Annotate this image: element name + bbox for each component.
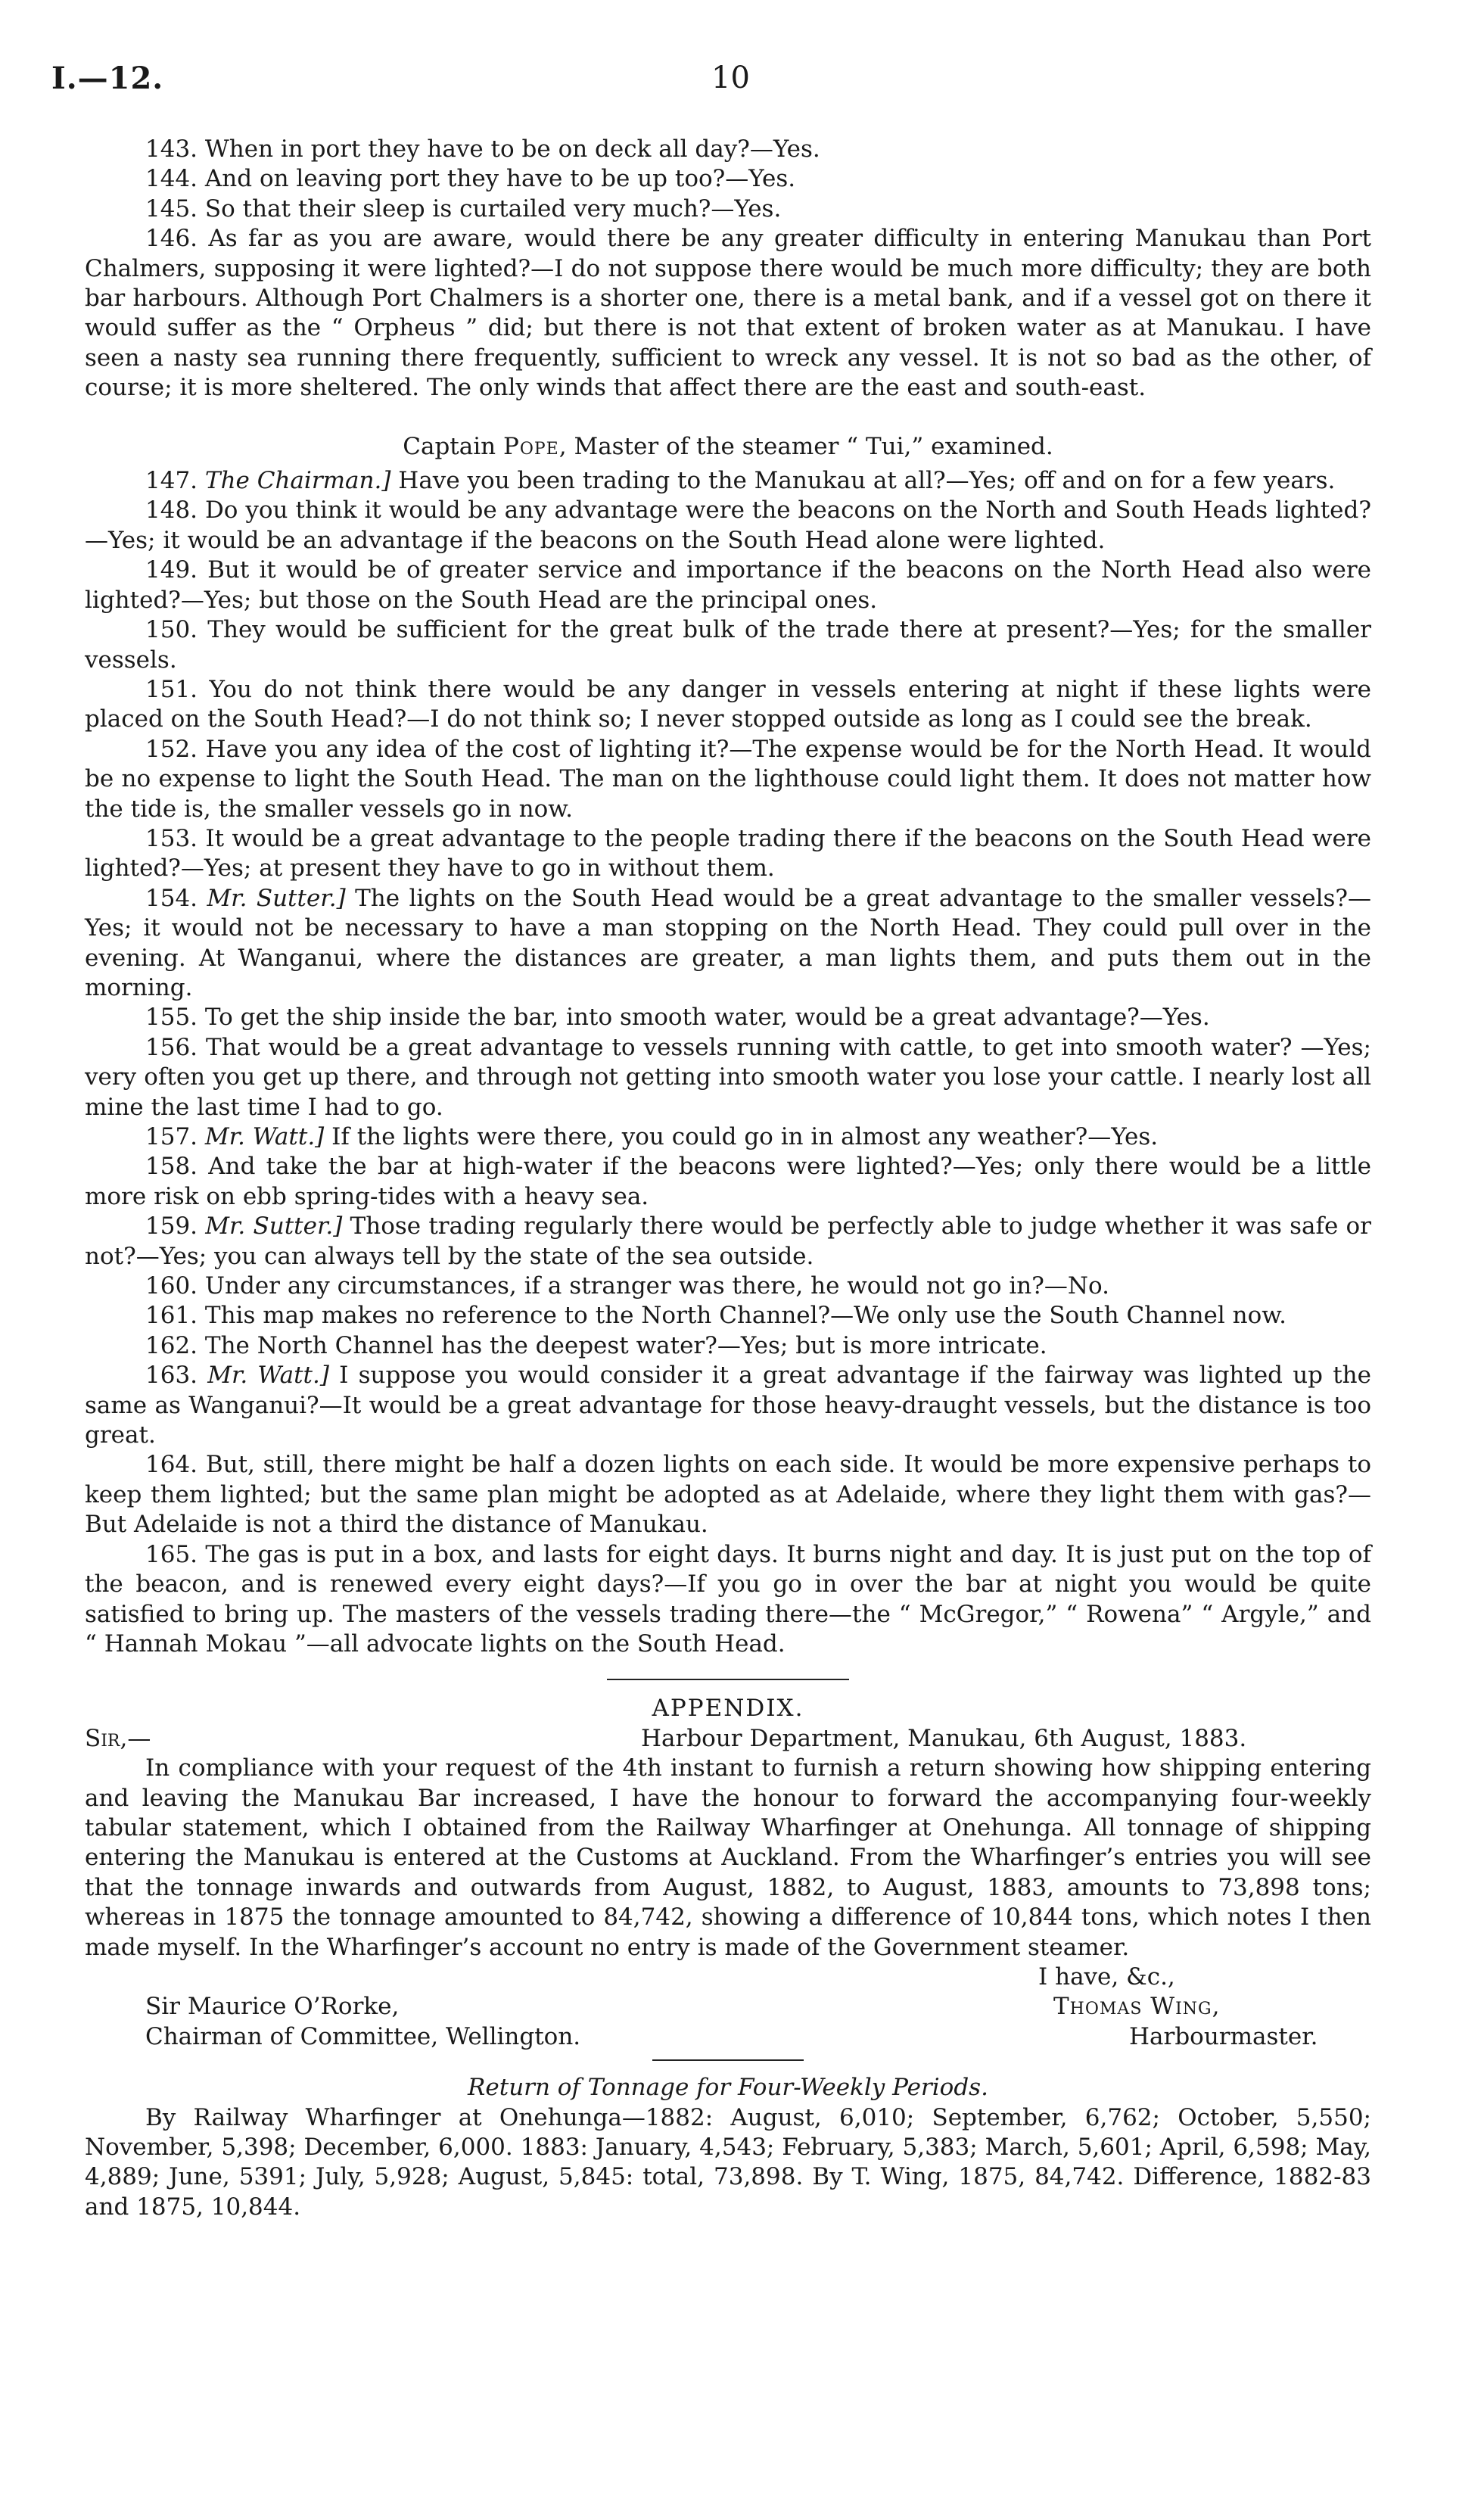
question-text: You do not think there would be any danger in vessels entering at night if these lights were placed on the South Head?—I do not think so; I never stopped outside as long as I could see the break. [85,675,1371,733]
page-header [51,61,1433,106]
question-text: Have you been trading to the Manukau at all?—Yes; off and on for a few years. [390,467,1336,495]
question-162 [85,1331,1371,1361]
question-text: But it would be of greater service and importance if the beacons on the North Head also were lighted?—Yes; but those on the South Head are the principal ones. [85,556,1371,614]
question-text: This map makes no reference to the North Channel?—We only use the South Channel now. [204,1302,1287,1330]
question-number: 143. [145,135,198,163]
question-153 [85,824,1371,884]
question-text: But, still, there might be half a dozen lights on each side. It would be more expensive perhaps to keep them lighted; but the same plan might be adopted as at Adelaide, where they light them with gas?—But Adelaide is not a third the distance of Manukau. [85,1451,1371,1539]
question-number: 152. [145,735,198,763]
question-154 [85,884,1371,1004]
question-number: 146. [145,225,198,253]
question-152 [85,735,1371,824]
question-text: The lights on the South Head would be a great advantage to the smaller vessels?—Yes; it would not be necessary to have a man stopping on the North Head. They could pull over in the evening. At Wanganui, where the distances are greater, a man lights them, and puts them out in the morning. [85,884,1372,1001]
page-content [85,135,1371,2222]
speaker-name: Mr. Watt.] [204,1123,325,1150]
question-text: To get the ship inside the bar, into smooth water, would be a great advantage?—Yes. [204,1004,1210,1032]
question-text: So that their sleep is curtailed very much?—Yes. [204,195,782,223]
return-body: By Railway Wharfinger at Onehunga—1882: August, 6,010; September, 6,762; October, 5,550; November, 5,398; December, 6,000. 1883: January, 4,543; February, 5,383; March, 5,601; April, 6,598; May, 4,889; June, 5391; July, 5,928; August, 5,845: total, 73,898. By T. Wing, 1875, 84,742. Difference, 1882-83 and 1875, 10,844. [85,2103,1371,2221]
question-number: 158. [145,1153,198,1181]
question-number: 149. [145,556,198,584]
question-text: If the lights were there, you could go in in almost any weather?—Yes. [324,1123,1159,1150]
question-text: As far as you are aware, would there be any greater difficulty in entering Manukau than Port Chalmers, supposing it were lighted?—I do not suppose there would be much more difficulty; they are both bar harbours. Although Port Chalmers is a shorter one, there is a metal bank, and if a vessel got on there it would suffer as the “ Orpheus ” did; but there is not that extent of broken water as at Manukau. I have seen a nasty sea running there frequently, sufficient to wreck any vessel. It is not so bad as the other, of course; it is more sheltered. The only winds that affect there are the east and south-east. [85,225,1372,402]
question-144 [85,164,1371,194]
question-number: 162. [145,1331,198,1359]
question-number: 164. [145,1451,198,1479]
question-number: 147. [145,467,198,495]
letter-header [85,1724,1371,1754]
speaker-name: The Chairman.] [204,467,391,495]
section-divider [607,1679,849,1680]
question-number: 165. [145,1540,198,1568]
speaker-name: Mr. Sutter.] [207,884,346,912]
question-157 [85,1122,1371,1152]
letter-title-line [85,2022,1371,2052]
question-text: Those trading regularly there would be perfectly able to judge whether it was safe or not?—Yes; you can always tell by the state of the sea outside. [85,1212,1372,1270]
question-text: Do you think it would be any advantage were the beacons on the North and South Heads lighted?—Yes; it would be an advantage if the beacons on the South Head alone were lighted. [85,496,1371,554]
question-text: The North Channel has the deepest water?—Yes; but is more intricate. [204,1331,1047,1359]
question-number: 153. [145,824,198,852]
signatory-title: Harbourmaster. [1129,2022,1318,2050]
letter-closing: I have, &c., [1038,1963,1175,1991]
question-text: When in port they have to be on deck all day?—Yes. [204,135,820,163]
question-147 [85,466,1371,496]
question-number: 159. [145,1212,198,1240]
letter-closing-line [85,1963,1371,1992]
signatory-name: Thomas Wing, [1053,1993,1221,2021]
question-text: Have you any idea of the cost of lighting it?—The expense would be for the North Head. It would be no expense to light the South Head. The man on the lighthouse could light them. It does not matter how the tide is, the smaller vessels go in now. [85,735,1371,823]
question-165 [85,1540,1371,1660]
question-text: The gas is put in a box, and lasts for eight days. It burns night and day. It is just put on the top of the beacon, and is renewed every eight days?—If you go in over the bar at night you would be quite satisfied to bring up. The masters of the vessels trading there—the “ McGregor,” “ Rowena” “ Argyle,” and “ Hannah Mokau ”—all advocate lights on the South Head. [85,1540,1371,1658]
question-151 [85,675,1371,735]
question-149 [85,556,1371,615]
question-158 [85,1152,1371,1212]
question-number: 157. [145,1123,198,1150]
question-161 [85,1301,1371,1331]
qa-block-1 [85,135,1371,403]
question-159 [85,1212,1371,1272]
question-text: And take the bar at high-water if the beacons were lighted?—Yes; only there would be a little more risk on ebb spring-tides with a heavy sea. [85,1153,1371,1210]
question-number: 148. [145,496,198,525]
question-text: They would be sufficient for the great bulk of the trade there at present?—Yes; for the smaller vessels. [85,616,1372,674]
question-number: 151. [145,675,198,703]
question-146 [85,224,1371,403]
question-143 [85,135,1371,164]
witness-name: Pope [502,432,559,460]
question-148 [85,496,1371,556]
letter-place-date: Harbour Department, Manukau, 6th August, 1883. [641,1724,1247,1752]
question-number: 155. [145,1004,198,1032]
question-number: 161. [145,1302,198,1330]
page-number: 10 [711,61,750,95]
question-164 [85,1450,1371,1539]
question-155 [85,1003,1371,1032]
addressee-name: Sir Maurice O’Rorke, [145,1993,400,2021]
question-160 [85,1272,1371,1301]
question-163 [85,1361,1371,1450]
question-number: 156. [145,1033,198,1061]
addressee-title: Chairman of Committee, Wellington. [145,2022,581,2050]
question-number: 163. [145,1362,198,1390]
question-number: 144. [145,165,198,193]
letter-body: In compliance with your request of the 4th instant to furnish a return showing how shipping entering and leaving the Manukau Bar increased, I have the honour to forward the accompanying four-weekly tabular statement, which I obtained from the Railway Wharfinger at Onehunga. All tonnage of shipping entering the Manukau is entered at the Customs at Auckland. From the Wharfinger’s entries you will see that the tonnage inwards and outwards from August, 1882, to August, 1883, amounts to 73,898 tons; whereas in 1875 the tonnage amounted to 84,742, showing a difference of 10,844 tons, which notes I then made myself. In the Wharfinger’s account no entry is made of the Government steamer. [85,1754,1371,1961]
question-text: I suppose you would consider it a great advantage if the fairway was lighted up the same as Wanganui?—It would be a great advantage for those heavy-draught vessels, but the distance is too great. [85,1362,1371,1449]
section-divider-2 [652,2059,804,2061]
salutation: Sir,— [85,1724,151,1752]
question-number: 150. [145,616,198,644]
question-text: Under any circumstances, if a stranger was there, he would not go in?—No. [204,1272,1109,1300]
speaker-name: Mr. Watt.] [207,1362,329,1390]
question-number: 160. [145,1272,198,1300]
qa-block-2 [85,466,1371,1659]
question-text: That would be a great advantage to vessels running with cattle, to get into smooth water? —Yes; very often you get up there, and through not getting into smooth water you lose your cattle. I nearly lost all mine the last time I had to go. [85,1033,1371,1121]
return-title: Return of Tonnage for Four-Weekly Periods. [468,2074,988,2102]
question-text: And on leaving port they have to be up too?—Yes. [204,165,796,193]
witness-heading: Captain Pope, Master of the steamer “ Tui,” examined. [403,432,1053,460]
question-150 [85,615,1371,675]
document-reference: I.—12. [51,61,164,96]
question-145 [85,195,1371,224]
question-number: 154. [145,884,198,912]
question-number: 145. [145,195,198,223]
question-text: It would be a great advantage to the people trading there if the beacons on the South Head were lighted?—Yes; at present they have to go in without them. [85,824,1371,882]
question-156 [85,1033,1371,1122]
appendix-title: APPENDIX. [652,1695,804,1723]
letter-signature-line [85,1992,1371,2022]
speaker-name: Mr. Sutter.] [205,1212,343,1240]
